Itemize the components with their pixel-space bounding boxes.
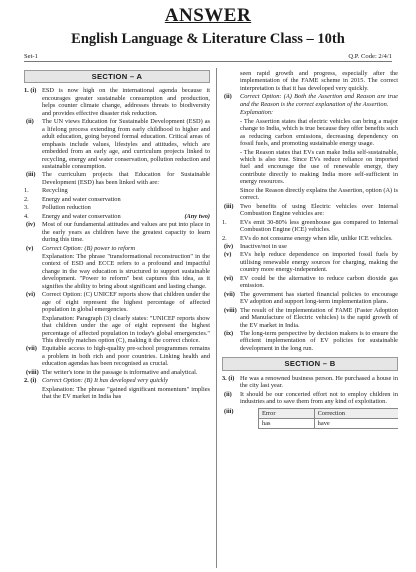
list-number: 1. bbox=[222, 218, 227, 226]
section-a-heading: SECTION – A bbox=[24, 70, 210, 83]
q3-i bbox=[222, 375, 398, 390]
explanation-label bbox=[222, 109, 398, 116]
answer-text: Equitable access to high-quality pre-school programmes remains a problem in both rich and poor countries. Linking health and education agendas has been recognised as crucial. bbox=[42, 345, 210, 368]
q2-ii bbox=[222, 93, 398, 108]
answer-text: The UN views Education for Sustainable Development (ESD) as a lifelong process extending from early childhood to higher and adult education, going beyond formal education. Critical areas of emphasis include values, lifestyles and attitudes, which are embedded from an early age, and curriculum projects linked to recycling, energy and water conservation, pollution reduction and sustainable consumption. bbox=[42, 118, 210, 170]
q2-viii bbox=[222, 307, 398, 329]
list-item: 2. Energy and water conservation bbox=[24, 195, 121, 203]
q2-iv bbox=[222, 243, 398, 250]
sub-number: (vi) bbox=[224, 274, 234, 282]
correct-option: Correct Option: (A) Both the Assertion and Reason are true and the Reason is the correct explanation of the Assertion. bbox=[240, 93, 398, 108]
explanation-bullet: - The Reason states that EVs can make India self-sustainable, which is also true. Since EVs reduce reliance on imported fuel and encourage the use of renewable energy, they contribute directly to making India more self-sufficient in energy resources. bbox=[240, 148, 398, 186]
list-text: EVs do not consume energy when idle, unlike ICE vehicles. bbox=[240, 234, 393, 242]
list-text: Pollution reduction bbox=[42, 204, 91, 212]
set-label: Set-1 bbox=[24, 53, 38, 60]
list-text: EVs emit 30-80% less greenhouse gas compared to Internal Combustion Engine (ICE) vehicles. bbox=[240, 218, 398, 234]
meta-line bbox=[24, 53, 392, 62]
answer-text: He was a renowned business person. He purchased a house in the city last year. bbox=[240, 374, 398, 390]
answer-text: It should be our concerted effort not to employ children in industries and to save them from any kind of exploitation. bbox=[240, 390, 398, 406]
q1-iii bbox=[24, 171, 210, 186]
q1-vi bbox=[24, 291, 210, 313]
answer-text: The result of the implementation of FAME (Faster Adoption and Manufacture of Electric vehicles) is the rapid growth of the EV market in India. bbox=[240, 306, 398, 329]
q1-vii bbox=[24, 345, 210, 367]
q1-iv bbox=[24, 221, 210, 243]
continued-text: seen rapid growth and progress, especially after the implementation of the FAME scheme in 2015. The correct interpretation is that it has developed very quickly. bbox=[240, 70, 398, 92]
explanation-bullet: - The Assertion states that electric vehicles can bring a major change to India, which is true because they offer benefits such as reducing carbon emissions, decreasing dependency on fossil fuels, and promoting sustainable energy usage. bbox=[240, 117, 398, 148]
subject-title: English Language & Literature Class – 10th bbox=[71, 31, 345, 47]
sub-number: (v) bbox=[26, 244, 34, 252]
section-b-heading: SECTION – B bbox=[222, 357, 398, 370]
explanation: Explanation: The phrase "gained significant momentum" implies that the EV market in India has bbox=[42, 385, 210, 401]
answer-text: Most of our fundamental attitudes and values are put into place in the early years as children have the greatest capacity to learn during this time. bbox=[42, 221, 210, 244]
table-cell: has bbox=[259, 419, 315, 429]
sub-number: (iv) bbox=[26, 221, 36, 229]
q1-ii bbox=[24, 118, 210, 170]
explanation-bullet: Since the Reason directly explains the Assertion, option (A) is correct. bbox=[240, 186, 398, 202]
answer-text: The curriculum projects that Education for Sustainable Development (ESD) has been linked with are: bbox=[42, 171, 210, 186]
answer-text: Two benefits of using Electric vehicles over Internal Combustion Engine vehicles are: bbox=[240, 202, 398, 218]
q-number: 2. bbox=[24, 377, 29, 385]
explanation: Explanation: Paragraph (3) clearly states: "UNICEF reports show that children under the age of eight represent the highest percentage of affected population in today's global emergencies." This directly matches option (C), making it the correct choice. bbox=[42, 314, 210, 344]
sub-number: (viii) bbox=[26, 368, 39, 376]
list-item: 3. Pollution reduction bbox=[24, 204, 91, 212]
q1-i bbox=[24, 87, 210, 117]
q1-v bbox=[24, 245, 210, 252]
sub-number: (ii) bbox=[224, 390, 232, 398]
list-item bbox=[222, 235, 398, 242]
q3-iii bbox=[222, 408, 398, 430]
answer-text: EV could be the alternative to reduce carbon dioxide gas emission. bbox=[240, 274, 398, 290]
right-column bbox=[222, 70, 398, 570]
list-text: Energy and water conservation bbox=[42, 195, 121, 203]
sub-number: (iv) bbox=[224, 242, 234, 250]
q-number: 3. bbox=[222, 374, 227, 382]
answer-text: The long-term perspective by decision makers is to ensure the efficient implementation of EV policies for sustainable development in the long run. bbox=[240, 329, 398, 352]
sub-number: (viii) bbox=[224, 306, 237, 314]
sub-number: (i) bbox=[228, 374, 235, 382]
sub-number: (ii) bbox=[26, 118, 34, 126]
sub-number: (vii) bbox=[26, 345, 37, 353]
sub-number: (iii) bbox=[224, 407, 234, 415]
sub-number: (i) bbox=[30, 87, 37, 95]
list-item: 1. Recycling bbox=[24, 187, 68, 195]
sub-number: (v) bbox=[224, 251, 232, 259]
table-header-cell: Error bbox=[259, 408, 315, 418]
q2-iii bbox=[222, 203, 398, 218]
answer-text: The government has started financial policies to encourage EV adoption and support long-term implementation plans. bbox=[240, 290, 398, 306]
answer-text: Correct Option: (C) UNICEF reports show that children under the age of eight represent the highest percentage of affected population in global emergencies. bbox=[42, 291, 210, 314]
list-number: 2. bbox=[222, 234, 227, 242]
sub-number: (ii) bbox=[224, 93, 232, 101]
sub-number: (iii) bbox=[224, 202, 234, 210]
answer-text: The writer's tone in the passage is informative and analytical. bbox=[42, 368, 198, 376]
table-row bbox=[259, 419, 399, 429]
list-text: Energy and water conservation bbox=[42, 212, 121, 220]
error-correction-table bbox=[258, 408, 398, 430]
column-divider bbox=[216, 68, 217, 568]
table-cell: have bbox=[314, 419, 398, 429]
sub-number: (vii) bbox=[224, 290, 235, 298]
answer-text: ESD is now high on the international agenda because it encourages greater sustainable consumption and production, helps counter climate change, addresses threats to biodiversity and provides effective disaster risk reduction. bbox=[42, 87, 210, 117]
list-text: Recycling bbox=[42, 187, 68, 195]
table-header-cell: Correction bbox=[314, 408, 398, 418]
list-item bbox=[222, 219, 398, 234]
left-column bbox=[24, 70, 210, 570]
sub-number: (iii) bbox=[26, 171, 36, 179]
answer-text: Inactive/not in use bbox=[240, 242, 287, 250]
q2-i bbox=[24, 377, 210, 384]
q2-ix bbox=[222, 330, 398, 352]
answer-title: ANSWER bbox=[164, 5, 252, 26]
table-header-row bbox=[259, 408, 399, 418]
explanation: Explanation: The phrase "transformational reconstruction" in the context of ESD and ECCE refers to a profound and impactful change in the way education is structured to support sustainable development. "Power to reform" best captures this idea, as it signifies the ability to bring about significant and lasting change. bbox=[42, 252, 210, 290]
q2-vi bbox=[222, 275, 398, 290]
qp-code: Q.P. Code: 2/4/1 bbox=[348, 53, 392, 60]
answer-text: EVs help reduce dependence on imported fossil fuels by utilising renewable energy sources for charging, making the country more energy-independent. bbox=[240, 251, 398, 274]
q2-vii bbox=[222, 291, 398, 306]
sub-number: (i) bbox=[30, 377, 37, 385]
sub-number: (vi) bbox=[26, 291, 36, 299]
sub-number: (ix) bbox=[224, 329, 234, 337]
any-two-tag: (Any two) bbox=[184, 212, 210, 220]
list-item: 4. Energy and water conservation (Any two) bbox=[24, 212, 210, 220]
q-number: 1. bbox=[24, 87, 29, 95]
explanation-label-text: Explanation: bbox=[240, 109, 274, 117]
correct-option: Correct Option: (B) It has developed very quickly bbox=[42, 377, 169, 385]
q3-ii bbox=[222, 391, 398, 406]
correct-option: Correct Option: (B) power to reform bbox=[42, 244, 136, 252]
q1-viii bbox=[24, 369, 210, 376]
q2-v bbox=[222, 251, 398, 273]
